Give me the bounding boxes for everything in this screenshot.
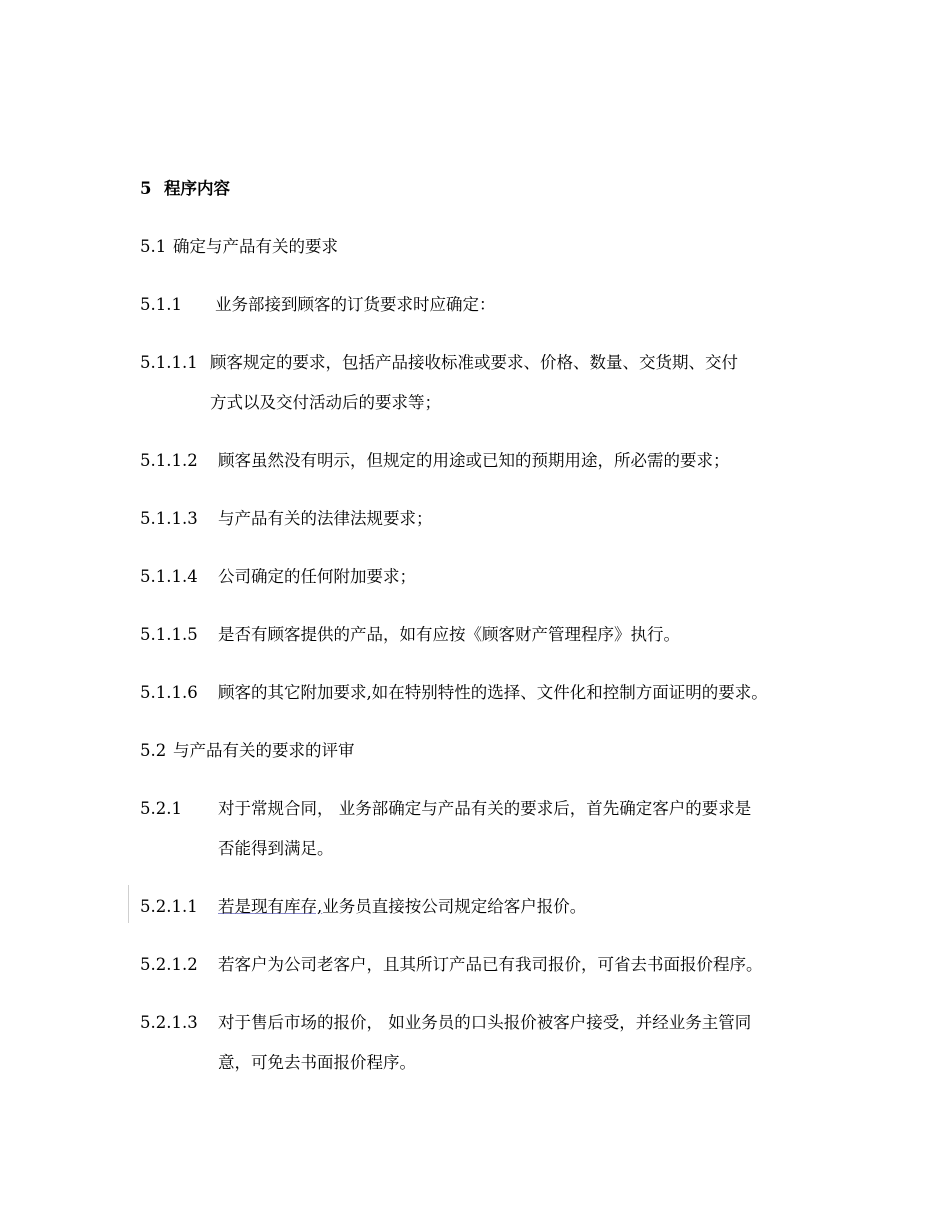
- clause-text: 若客户为公司老客户，且其所订产品已有我司报价，可省去书面报价程序。: [218, 955, 763, 974]
- clause-text: 对于售后市场的报价， 如业务员的口头报价被客户接受，并经业务主管同: [218, 1013, 752, 1032]
- clause-text: 对于常规合同， 业务部确定与产品有关的要求后，首先确定客户的要求是: [218, 799, 752, 818]
- clause-5-2-1-continuation: 否能得到满足。: [218, 839, 334, 858]
- clause-text-part-b: 业务员直接按公司规定给客户报价。: [322, 897, 587, 916]
- clause-text: 业务部接到顾客的订货要求时应确定：: [215, 295, 496, 314]
- clause-number: 5.1: [140, 237, 167, 256]
- clause-number: 5.1.1.4: [140, 567, 198, 586]
- clause-text: 确定与产品有关的要求: [173, 237, 338, 256]
- clause-number: 5.1.1.5: [140, 625, 198, 644]
- clause-number: 5.2.1: [140, 799, 182, 818]
- clause-number: 5.1.1.2: [140, 451, 198, 470]
- clause-text: 是否有顾客提供的产品，如有应按《顾客财产管理程序》执行。: [218, 625, 680, 644]
- clause-number: 5.2: [140, 741, 167, 760]
- clause-number: 5.1.1: [140, 295, 182, 314]
- clause-text-part-a: 若是现有库存,: [218, 897, 323, 916]
- clause-text: [218, 896, 586, 918]
- clause-text: 公司确定的任何附加要求；: [218, 567, 416, 586]
- clause-text: 顾客规定的要求，包括产品接收标准或要求、价格、数量、交货期、交付: [210, 353, 738, 372]
- clause-text: 顾客虽然没有明示，但规定的用途或已知的预期用途，所必需的要求；: [218, 451, 730, 470]
- clause-number: 5.2.1.2: [140, 955, 198, 974]
- change-bar: [128, 885, 129, 923]
- section-number: 5: [140, 179, 152, 198]
- clause-number: 5.2.1.3: [140, 1013, 198, 1032]
- clause-number: 5.1.1.1: [140, 353, 198, 372]
- clause-text: 与产品有关的要求的评审: [173, 741, 355, 760]
- clause-text: 与产品有关的法律法规要求；: [218, 509, 433, 528]
- clause-5-1-1-1-continuation: 方式以及交付活动后的要求等；: [210, 393, 441, 412]
- clause-text: 顾客的其它附加要求,如在特别特性的选择、文件化和控制方面证明的要求。: [218, 683, 768, 702]
- clause-5-2-1-3-continuation: 意，可免去书面报价程序。: [218, 1053, 416, 1072]
- clause-number: 5.1.1.3: [140, 509, 198, 528]
- clause-number: 5.1.1.6: [140, 683, 198, 702]
- clause-number: 5.2.1.1: [140, 897, 198, 916]
- section-title: 程序内容: [164, 179, 230, 198]
